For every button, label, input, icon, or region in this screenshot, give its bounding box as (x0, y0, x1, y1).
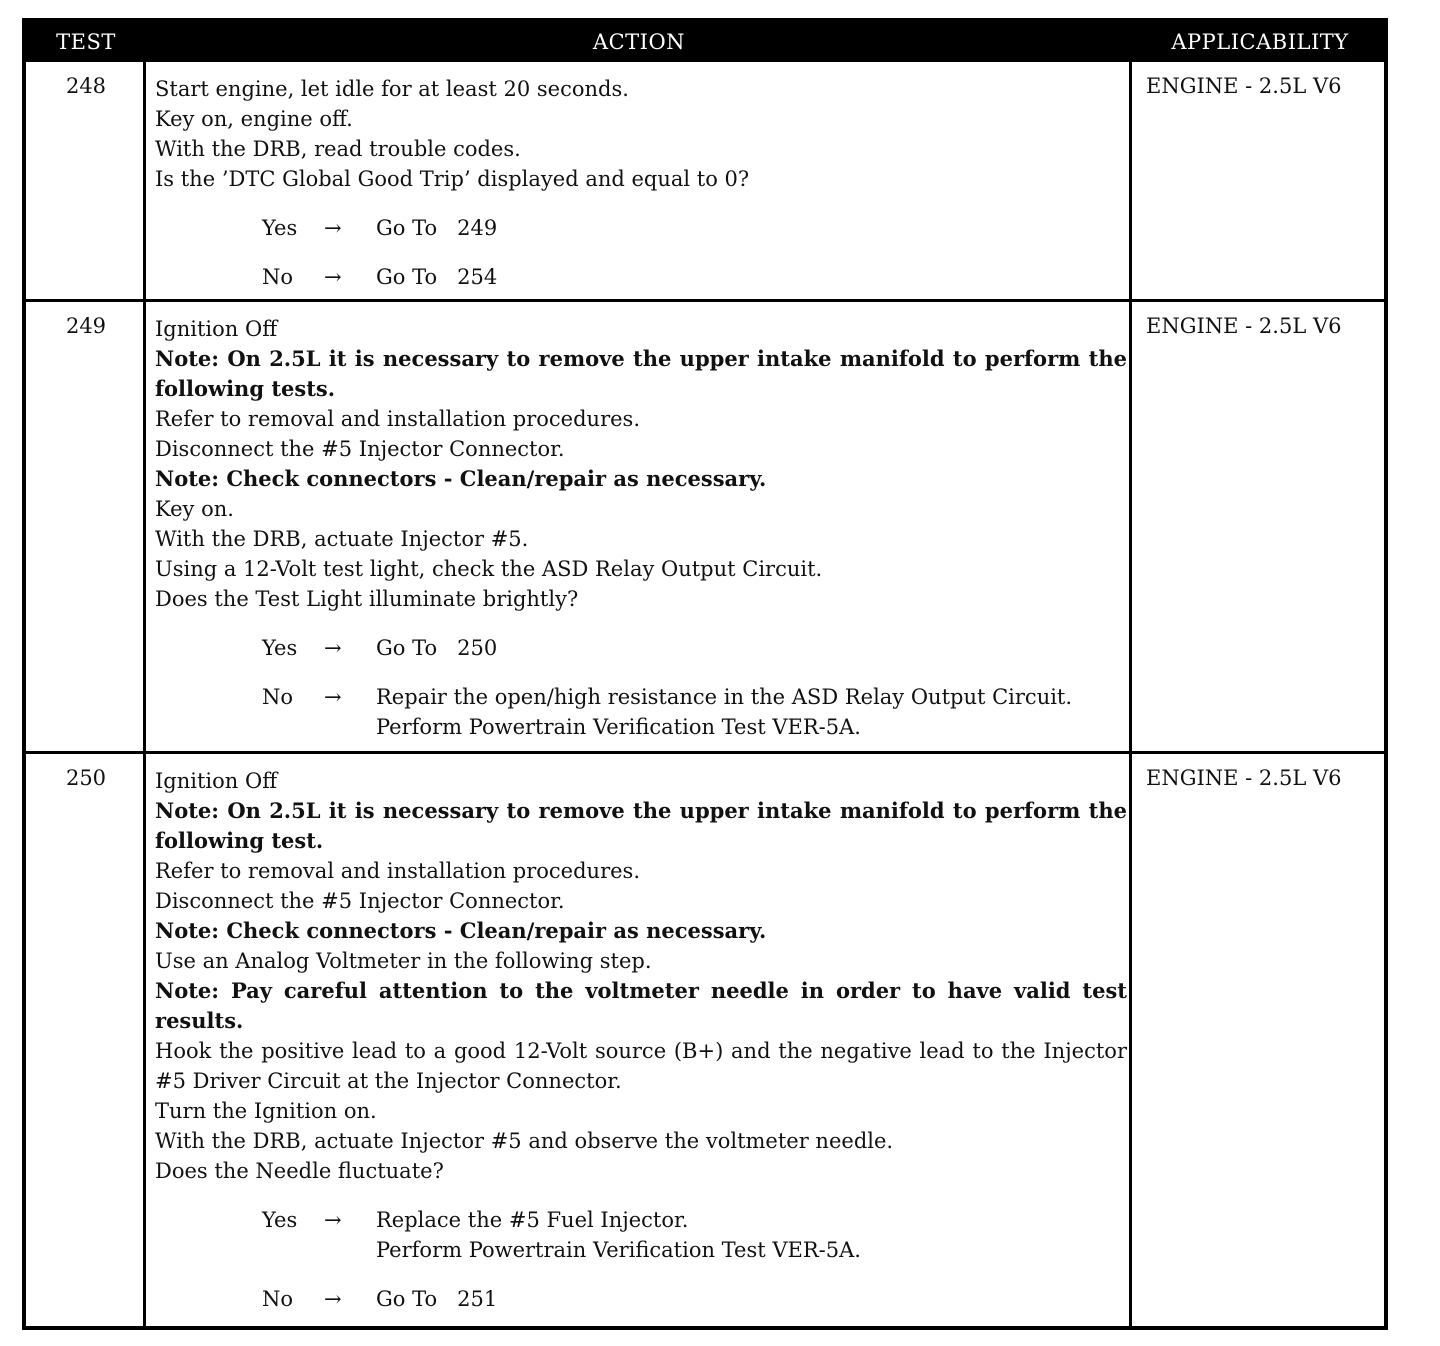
action-note: Note: Check connectors - Clean/repair as necessary. (155, 466, 767, 491)
result-line: Go To 254 (376, 265, 498, 289)
action-cell (155, 766, 1127, 1314)
result-line: Go To 250 (376, 636, 498, 660)
no-label: No (262, 1287, 294, 1311)
arrow-icon: → (324, 1287, 342, 1311)
applicability-cell: ENGINE - 2.5L V6 (1146, 766, 1342, 790)
action-cell (155, 314, 1127, 742)
arrow-icon: → (324, 216, 342, 240)
action-line: Key on. (155, 497, 234, 521)
table-row (26, 754, 1384, 1330)
no-result (376, 1284, 1127, 1314)
applicability-cell: ENGINE - 2.5L V6 (1146, 314, 1342, 338)
test-procedure-table (22, 18, 1388, 1330)
action-note: Note: On 2.5L it is necessary to remove the upper intake manifold to perform the following test. (155, 798, 1127, 853)
result-line: Perform Powertrain Verification Test VER-5A. (376, 715, 861, 739)
arrow-icon: → (324, 265, 342, 289)
yes-label: Yes (262, 1208, 298, 1232)
no-label: No (262, 685, 294, 709)
arrow-icon: → (324, 1208, 342, 1232)
action-line: Does the Needle fluctuate? (155, 1159, 444, 1183)
arrow-icon: → (324, 636, 342, 660)
action-line: With the DRB, read trouble codes. (155, 137, 521, 161)
action-line: Start engine, let idle for at least 20 seconds. (155, 77, 629, 101)
action-line: Is the ’DTC Global Good Trip’ displayed and equal to 0? (155, 167, 750, 191)
action-note: Note: Pay careful attention to the voltmeter needle in order to have valid test results. (155, 978, 1127, 1033)
test-number: 250 (65, 766, 107, 790)
action-line: Key on, engine off. (155, 107, 353, 131)
action-line: Ignition Off (155, 769, 278, 793)
table-row (26, 302, 1384, 751)
result-line: Perform Powertrain Verification Test VER-5A. (376, 1238, 861, 1262)
no-label: No (262, 265, 294, 289)
table-header (26, 22, 1384, 62)
action-line: Hook the positive lead to a good 12-Volt source (B+) and the negative lead to the Injector #5 Driver Circuit at the Injector Connector. (155, 1039, 1127, 1093)
no-branch (155, 1284, 1127, 1314)
yes-branch (155, 213, 1127, 243)
yes-label: Yes (262, 636, 298, 660)
no-branch (155, 682, 1127, 742)
result-line: Go To 251 (376, 1287, 498, 1311)
yes-result (376, 633, 1127, 663)
no-result (376, 262, 1127, 292)
applicability-cell: ENGINE - 2.5L V6 (1146, 74, 1342, 98)
result-line: Go To 249 (376, 216, 498, 240)
action-note: Note: On 2.5L it is necessary to remove the upper intake manifold to perform the following tests. (155, 346, 1127, 401)
action-line: Turn the Ignition on. (155, 1099, 377, 1123)
test-number: 249 (65, 314, 107, 338)
header-applicability: APPLICABILITY (1171, 30, 1349, 54)
header-test: TEST (56, 30, 116, 54)
arrow-icon: → (324, 685, 342, 709)
action-line: Refer to removal and installation procedures. (155, 859, 640, 883)
action-note: Note: Check connectors - Clean/repair as necessary. (155, 918, 767, 943)
no-result (376, 682, 1127, 742)
action-line: Refer to removal and installation procedures. (155, 407, 640, 431)
action-line: Does the Test Light illuminate brightly? (155, 587, 579, 611)
yes-branch (155, 633, 1127, 663)
header-action: ACTION (592, 30, 686, 54)
yes-result (376, 213, 1127, 243)
action-line: Disconnect the #5 Injector Connector. (155, 437, 565, 461)
action-line: Disconnect the #5 Injector Connector. (155, 889, 565, 913)
action-line: Ignition Off (155, 317, 278, 341)
no-branch (155, 262, 1127, 292)
action-line: Use an Analog Voltmeter in the following step. (155, 949, 652, 973)
test-number: 248 (65, 74, 107, 98)
yes-result (376, 1205, 1127, 1265)
result-line: Replace the #5 Fuel Injector. (376, 1208, 689, 1232)
action-line: Using a 12-Volt test light, check the ASD Relay Output Circuit. (155, 557, 823, 581)
action-line: With the DRB, actuate Injector #5 and observe the voltmeter needle. (155, 1129, 894, 1153)
yes-branch (155, 1205, 1127, 1265)
yes-label: Yes (262, 216, 298, 240)
table-row (26, 62, 1384, 299)
action-line: With the DRB, actuate Injector #5. (155, 527, 529, 551)
result-line: Repair the open/high resistance in the ASD Relay Output Circuit. (376, 685, 1073, 709)
action-cell (155, 74, 1127, 292)
